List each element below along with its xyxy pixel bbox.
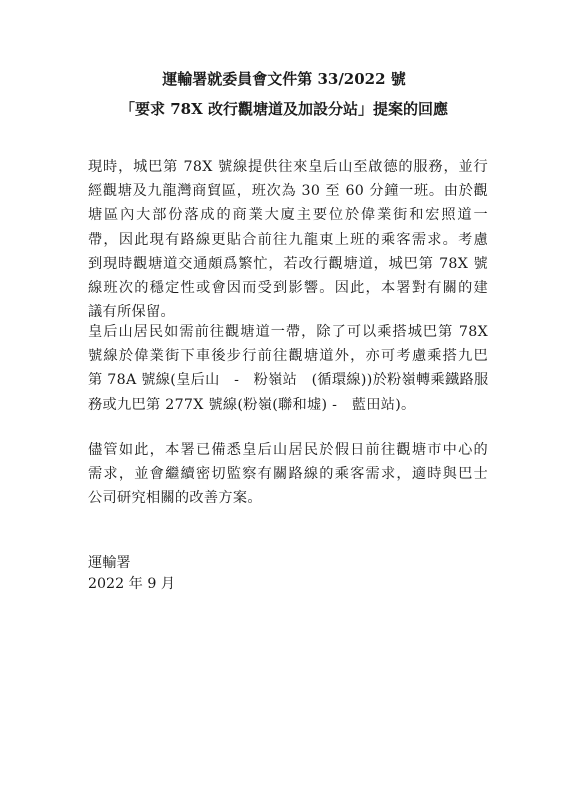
document-title: 運輸署就委員會文件第 33/2022 號: [162, 70, 406, 88]
paragraph-line: 務或九巴第 277X 號線(粉嶺(聯和墟) - 藍田站)。: [88, 396, 416, 413]
paragraph-line: 公司研究相關的改善方案。: [88, 490, 262, 507]
paragraph-line: 號線於偉業街下車後步行前往觀塘道外，亦可考慮乘搭九巴: [88, 348, 488, 365]
paragraph-line: 帶，因此現有路線更貼合前往九龍東上班的乘客需求。考慮: [88, 231, 488, 248]
signature-date: 2022 年 9 月: [88, 576, 176, 592]
paragraph-line: 議有所保留。: [88, 304, 175, 321]
paragraph-line: 經觀塘及九龍灣商貿區，班次為 30 至 60 分鐘一班。由於觀: [88, 183, 488, 200]
paragraph-3: [88, 438, 488, 511]
paragraph-line: 到現時觀塘道交通頗爲繁忙，若改行觀塘道，城巴第 78X 號: [88, 255, 488, 272]
paragraph-line: 線班次的穩定性或會因而受到影響。因此，本署對有關的建: [88, 280, 488, 297]
paragraph-2: [88, 320, 488, 417]
paragraph-line: 塘區內大部份落成的商業大廈主要位於偉業街和宏照道一: [88, 207, 488, 224]
paragraph-line: 皇后山居民如需前往觀塘道一帶，除了可以乘搭城巴第 78X: [88, 324, 488, 340]
paragraph-line: 第 78A 號線(皇后山 - 粉嶺站 (循環線))於粉嶺轉乘鐵路服: [88, 372, 489, 389]
paragraph-line: 需求，並會繼續密切監察有關路線的乘客需求，適時與巴士: [88, 466, 488, 483]
document-subtitle: 「要求 78X 改行觀塘道及加設分站」提案的回應: [120, 100, 448, 118]
paragraph-line: 現時，城巴第 78X 號線提供往來皇后山至啟德的服務，並行: [88, 159, 488, 175]
paragraph-1: [88, 155, 488, 324]
paragraph-line: 儘管如此，本署已備悉皇后山居民於假日前往觀塘市中心的: [88, 442, 488, 458]
signature-organization: 運輸署: [88, 555, 131, 571]
